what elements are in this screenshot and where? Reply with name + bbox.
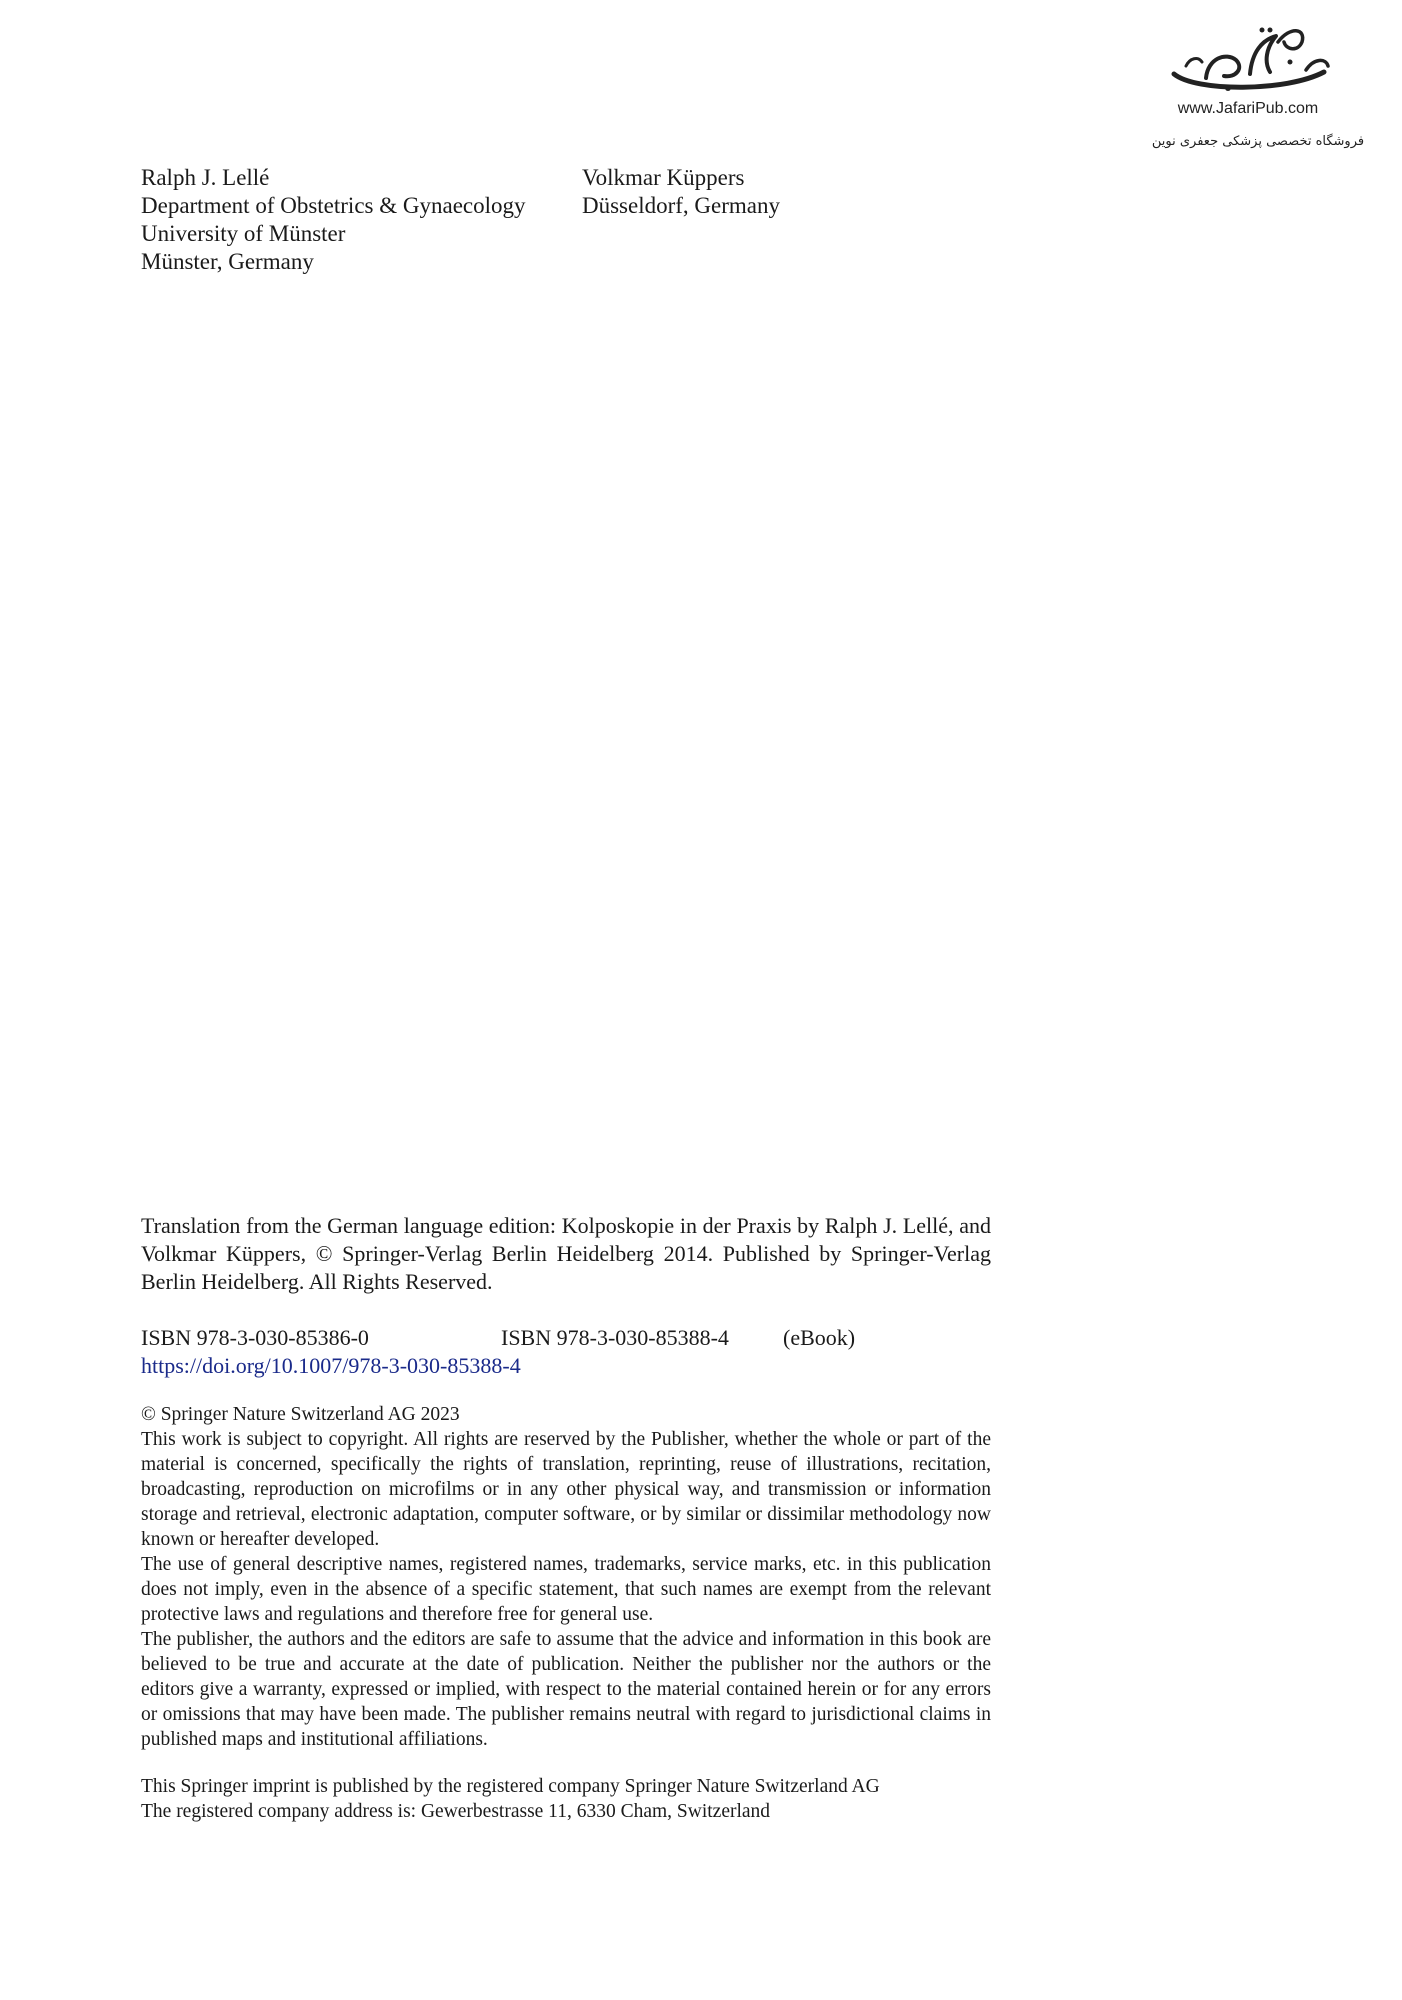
copyright-paragraph: The use of general descriptive names, registered names, trademarks, service marks, etc. in this publication does not imply, even in the absence of a specific statement, that such names are exempt from the relevant protective laws and regulations and therefore free for general use. (141, 1554, 991, 1625)
affiliation-line: Düsseldorf, Germany (582, 193, 781, 218)
publisher-logo (1148, 22, 1368, 152)
logo-tagline: فروشگاه تخصصی پزشکی جعفری نوین (1151, 134, 1365, 149)
affiliation-line: Münster, Germany (141, 249, 314, 274)
copyright-paragraph: This work is subject to copyright. All rights are reserved by the Publisher, whether the whole or part of the material is concerned, specifically the rights of translation, reprinting, reuse of illustrations, recitation, broadcasting, reproduction on microfilms or in any other physical way, and transmission or information storage and retrieval, electronic adaptation, computer software, or by similar or dissimilar methodology now known or hereafter developed. (141, 1429, 991, 1550)
imprint-block (141, 1774, 1021, 1824)
copyright-paragraph: The publisher, the authors and the editors are safe to assume that the advice and information in this book are believed to be true and accurate at the date of publication. Neither the publisher nor the authors or the editors give a warranty, expressed or implied, with respect to the material contained herein or for any errors or omissions that may have been made. The publisher remains neutral with regard to jurisdictional claims in published maps and institutional affiliations. (141, 1629, 991, 1750)
author-name: Ralph J. Lellé (141, 165, 270, 190)
affiliation-line: University of Münster (141, 221, 346, 246)
logo-url-text: www.JafariPub.com (1177, 100, 1319, 117)
imprint-address: The registered company address is: Gewerbestrasse 11, 6330 Cham, Switzerland (141, 1801, 771, 1822)
affiliation-line: Department of Obstetrics & Gynaecology (141, 193, 526, 218)
author-affiliation-1 (141, 164, 526, 276)
isbn-ebook: ISBN 978-3-030-85388-4 (501, 1325, 729, 1350)
isbn-print: ISBN 978-3-030-85386-0 (141, 1325, 369, 1350)
author-name: Volkmar Küppers (582, 165, 745, 190)
copyright-line: © Springer Nature Switzerland AG 2023 (141, 1404, 460, 1425)
copyright-block (141, 1402, 991, 1752)
author-affiliation-2 (582, 164, 780, 220)
doi-link[interactable]: https://doi.org/10.1007/978-3-030-85388-4 (141, 1353, 521, 1378)
translation-note: Translation from the German language edition: Kolposkopie in der Praxis by Ralph J. Lellé, and Volkmar Küppers, © Springer-Verlag Berlin Heidelberg 2014. Published by Springer-Verlag Berlin Heidelberg. All Rights Reserved. (141, 1213, 991, 1294)
ebook-label: (eBook) (783, 1325, 856, 1350)
jafari-calligraphy-icon (1166, 22, 1336, 98)
imprint-line: This Springer imprint is published by the registered company Springer Nature Switzerland AG (141, 1776, 880, 1797)
